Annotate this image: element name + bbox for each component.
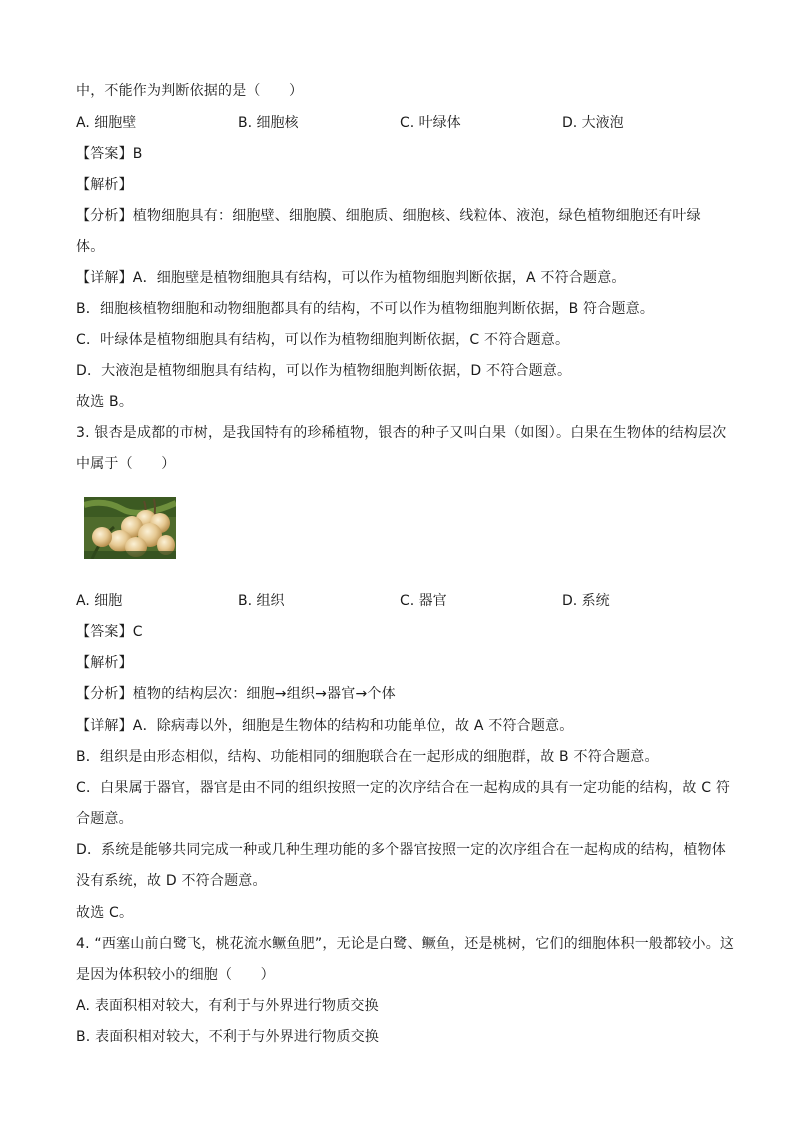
q2-option-c: C. 叶绿体 [400, 115, 461, 131]
q3-detail-d-line-1: D．系统是能够共同完成一种或几种生理功能的多个器官按照一定的次序组合在一起构成的结构，植物体 [76, 842, 726, 858]
q2-analysis-line-1: 【分析】植物细胞具有：细胞壁、细胞膜、细胞质、细胞核、线粒体、液泡，绿色植物细胞还有叶绿 [76, 208, 701, 224]
q4-option-b: B. 表面积相对较大，不利于与外界进行物质交换 [76, 1029, 380, 1045]
q4-stem-line-1: 4. “西塞山前白鹭飞，桃花流水鳜鱼肥”，无论是白鹭、鳜鱼，还是桃树，它们的细胞体积一般都较小。这 [76, 936, 735, 952]
ginkgo-seed-photo [84, 497, 176, 559]
q2-option-a: A. 细胞壁 [76, 115, 137, 131]
q2-stem-tail: 中，不能作为判断依据的是（ ） [76, 83, 304, 99]
q3-options [76, 591, 726, 611]
q2-conclusion: 故选 B。 [76, 394, 134, 410]
q3-option-d: D. 系统 [562, 593, 610, 609]
q3-option-a: A. 细胞 [76, 593, 123, 609]
q2-detail-d: D．大液泡是植物细胞具有结构，可以作为植物细胞判断依据，D 不符合题意。 [76, 363, 572, 379]
q3-stem-line-2: 中属于（ ） [76, 456, 176, 472]
q3-detail-d-line-2: 没有系统，故 D 不符合题意。 [76, 873, 267, 889]
q3-answer: 【答案】C [76, 624, 143, 640]
q3-analysis-line-1: 【分析】植物的结构层次：细胞→组织→器官→个体 [76, 686, 396, 702]
q3-analysis-label: 【解析】 [76, 655, 133, 671]
q2-option-d: D. 大液泡 [562, 115, 624, 131]
q2-options [76, 113, 726, 133]
q2-answer: 【答案】B [76, 146, 143, 162]
q4-stem-line-2: 是因为体积较小的细胞（ ） [76, 967, 275, 983]
q3-option-c: C. 器官 [400, 593, 447, 609]
q2-detail-c: C．叶绿体是植物细胞具有结构，可以作为植物细胞判断依据，C 不符合题意。 [76, 332, 570, 348]
q2-detail-b: B．细胞核植物细胞和动物细胞都具有的结构，不可以作为植物细胞判断依据，B 符合题意。 [76, 301, 655, 317]
q2-detail-a: 【详解】A．细胞壁是植物细胞具有结构，可以作为植物细胞判断依据，A 不符合题意。 [76, 270, 626, 286]
q2-analysis-label: 【解析】 [76, 177, 133, 193]
q4-option-a: A. 表面积相对较大，有利于与外界进行物质交换 [76, 998, 379, 1014]
q3-option-b: B. 组织 [238, 593, 285, 609]
q3-conclusion: 故选 C。 [76, 905, 134, 921]
q3-stem-line-1: 3. 银杏是成都的市树，是我国特有的珍稀植物，银杏的种子又叫白果（如图）。白果在生物体的结构层次 [76, 425, 727, 441]
q2-analysis-line-2: 体。 [76, 239, 105, 255]
q3-detail-b: B．组织是由形态相似，结构、功能相同的细胞联合在一起形成的细胞群，故 B 不符合题意。 [76, 749, 659, 765]
q2-option-b: B. 细胞核 [238, 115, 299, 131]
q3-detail-c-line-1: C．白果属于器官，器官是由不同的组织按照一定的次序结合在一起构成的具有一定功能的结构，故 C 符 [76, 780, 731, 796]
q3-detail-c-line-2: 合题意。 [76, 811, 133, 827]
q3-detail-a: 【详解】A．除病毒以外，细胞是生物体的结构和功能单位，故 A 不符合题意。 [76, 718, 574, 734]
